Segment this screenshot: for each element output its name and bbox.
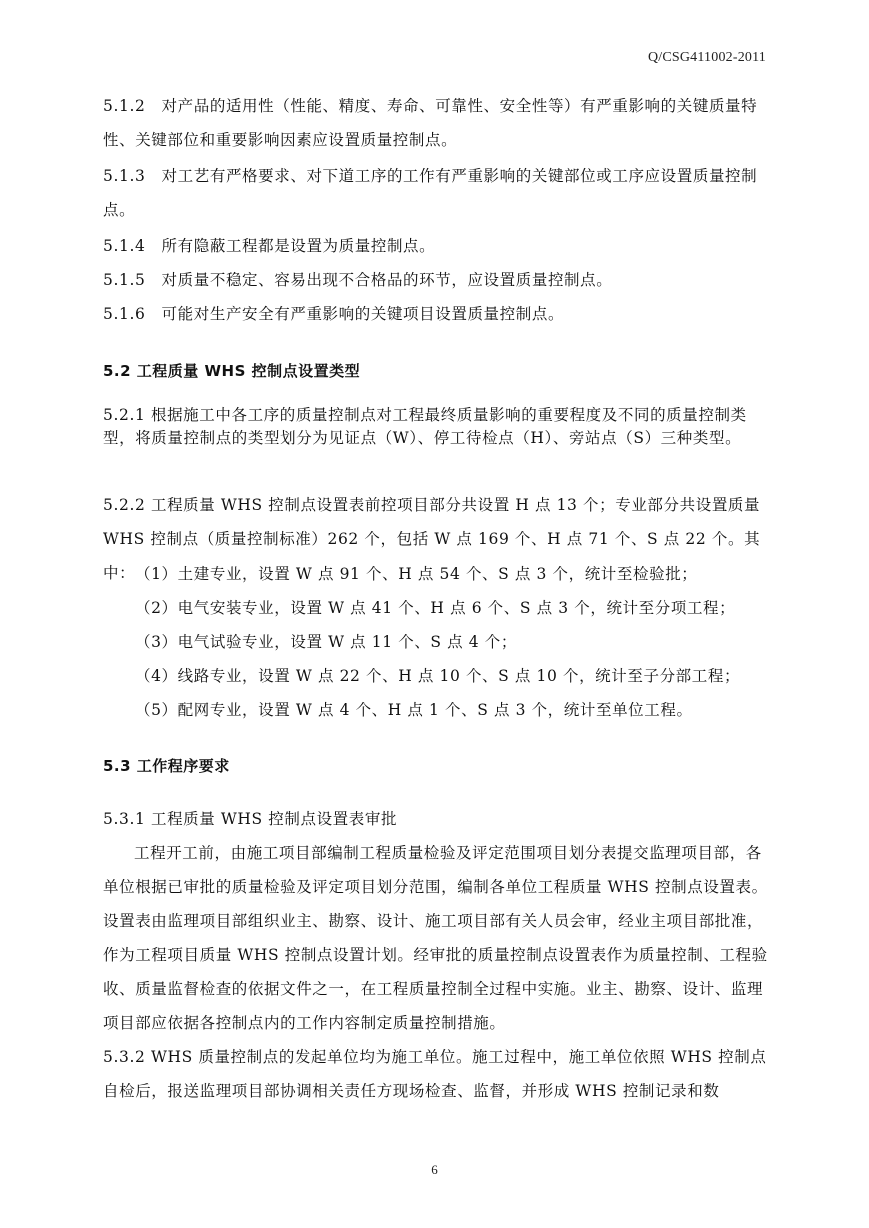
section-heading-5-2: 5.2 工程质量 WHS 控制点设置类型 [103,362,361,380]
clause-5-2-2: 5.2.2 工程质量 WHS 控制点设置表前控项目部分共设置 H 点 13 个；专业部分共设置质量 WHS 控制点（质量控制标准）262 个，包括 W 点 169 个、H 点 71 个、S 点 22 个。其中： [103,496,761,582]
list-item: （4）线路专业，设置 W 点 22 个、H 点 10 个、S 点 10 个，统计至子分部工程； [135,667,741,685]
clause-5-1-4: 5.1.4 所有隐蔽工程都是设置为质量控制点。 [103,237,436,255]
list-item: （1）土建专业，设置 W 点 91 个、H 点 54 个、S 点 3 个，统计至检验批； [135,565,698,583]
clause-5-2-1: 5.2.1 根据施工中各工序的质量控制点对工程最终质量影响的重要程度及不同的质量控制类型，将质量控制点的类型划分为见证点（W）、停工待检点（H）、旁站点（S）三种类型。 [103,406,747,447]
clause-5-1-6: 5.1.6 可能对生产安全有严重影响的关键项目设置质量控制点。 [103,305,565,323]
clause-5-3-1: 5.3.1 工程质量 WHS 控制点设置表审批 [103,810,398,828]
clause-5-1-3: 5.1.3 对工艺有严格要求、对下道工序的工作有严重影响的关键部位或工序应设置质量控制点。 [103,167,758,219]
page-number: 6 [431,1162,438,1177]
list-item: （3）电气试验专业，设置 W 点 11 个、S 点 4 个； [135,633,517,651]
document-code: Q/CSG411002-2011 [647,50,766,65]
clause-5-3-2: 5.3.2 WHS 质量控制点的发起单位均为施工单位。施工过程中，施工单位依照 WHS 控制点自检后，报送监理项目部协调相关责任方现场检查、监督，并形成 WHS 控制记录和数 [103,1048,767,1100]
list-item: （5）配网专业，设置 W 点 4 个、H 点 1 个、S 点 3 个，统计至单位工程。 [135,701,693,719]
clause-5-1-2: 5.1.2 对产品的适用性（性能、精度、寿命、可靠性、安全性等）有严重影响的关键质量特性、关键部位和重要影响因素应设置质量控制点。 [103,97,758,149]
list-item: （2）电气安装专业，设置 W 点 41 个、H 点 6 个、S 点 3 个，统计至分项工程； [135,599,736,617]
section-heading-5-3: 5.3 工作程序要求 [103,757,230,775]
clause-5-3-1-body: 工程开工前，由施工项目部编制工程质量检验及评定范围项目划分表提交监理项目部，各单位根据已审批的质量检验及评定项目划分范围，编制各单位工程质量 WHS 控制点设置表。设置表由监理项目部组织业主、勘察、设计、施工项目部有关人员会审，经业主项目部批准，作为工程项目质量 WHS 控制点设置计划。经审批的质量控制点设置表作为质量控制、工程验收、质量监督检查的依据文件之一，在工程质量控制全过程中实施。业主、勘察、设计、监理项目部应依据各控制点内的工作内容制定质量控制措施。 [103,844,768,1032]
clause-5-1-5: 5.1.5 对质量不稳定、容易出现不合格品的环节，应设置质量控制点。 [103,271,613,289]
